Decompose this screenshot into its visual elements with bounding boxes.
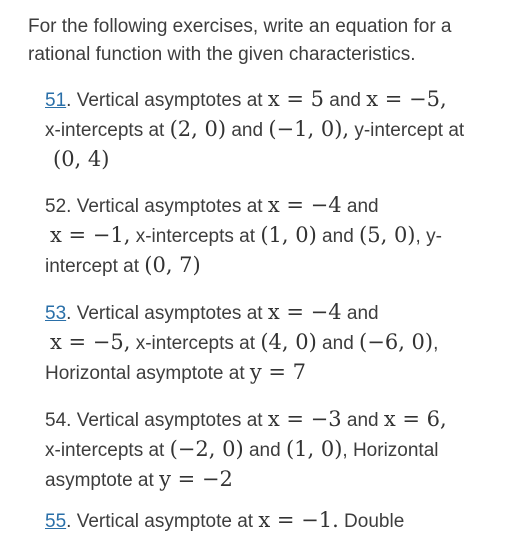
exercise-54-math-5: y = −2 bbox=[159, 467, 233, 491]
exercise-54-line-2 bbox=[45, 434, 507, 464]
exercise-53-text-3: x-intercepts at bbox=[130, 333, 261, 354]
exercise-53-math-2: x = −5, bbox=[50, 330, 131, 354]
exercise-52-math-2: x = −1, bbox=[50, 223, 131, 247]
exercise-52-math-3: (1, 0) bbox=[260, 223, 317, 247]
exercise-54-math-3: (−2, 0) bbox=[169, 437, 244, 461]
exercise-52-text-2: and bbox=[341, 196, 379, 217]
exercise-52-math-4: (5, 0) bbox=[359, 223, 416, 247]
exercise-51-line-1 bbox=[45, 84, 507, 114]
instructions-text: For the following exercises, write an equation for a rational function with the given characteristics. bbox=[28, 16, 452, 65]
exercise-51-line-3 bbox=[45, 144, 507, 174]
exercise-54-text-2: and bbox=[341, 410, 384, 431]
exercise-55-line-1 bbox=[45, 505, 507, 535]
exercise-52-text-3: x-intercepts at bbox=[130, 226, 261, 247]
exercise-51-line-2 bbox=[45, 114, 507, 144]
exercise-51-math-3: (2, 0) bbox=[169, 117, 227, 141]
exercise-52-text-4: and bbox=[316, 226, 360, 247]
exercise-52-text-5: , y- bbox=[415, 226, 442, 247]
exercise-51-text-4: and bbox=[226, 120, 269, 141]
exercise-54-math-2: x = 6, bbox=[383, 407, 447, 431]
exercise-53-math-1: x = −4 bbox=[267, 300, 342, 324]
exercise-53-text-1: . Vertical asymptotes at bbox=[66, 303, 268, 324]
exercise-51-text-1: . Vertical asymptotes at bbox=[66, 90, 268, 111]
exercise-53-math-5: y = 7 bbox=[249, 360, 307, 384]
exercise-53-math-4: (−6, 0) bbox=[359, 330, 434, 354]
exercise-55-math-1: x = −1. bbox=[258, 508, 339, 532]
exercise-54-line-1 bbox=[45, 404, 507, 434]
exercise-52-math-1: x = −4 bbox=[267, 193, 342, 217]
exercise-51-link[interactable]: 51 bbox=[45, 90, 67, 111]
exercise-53-math-3: (4, 0) bbox=[260, 330, 317, 354]
exercise-54-text-3: x-intercepts at bbox=[45, 440, 170, 461]
exercise-55 bbox=[45, 505, 507, 535]
exercise-54-math-4: (1, 0) bbox=[285, 437, 343, 461]
exercise-52-number: 52 bbox=[45, 196, 67, 217]
exercise-54-line-3 bbox=[45, 464, 507, 494]
exercise-52-line-3 bbox=[45, 250, 507, 280]
exercise-55-text-1: . Vertical asymptote at bbox=[66, 511, 259, 532]
exercise-53-line-1 bbox=[45, 297, 507, 327]
exercise-51 bbox=[45, 84, 507, 174]
exercise-53-line-3 bbox=[45, 357, 507, 387]
exercise-54-text-4: and bbox=[243, 440, 286, 461]
exercise-53-text-5: , bbox=[433, 333, 439, 354]
exercise-53 bbox=[45, 297, 507, 387]
exercise-53-link[interactable]: 53 bbox=[45, 303, 67, 324]
exercise-52-text-6: intercept at bbox=[45, 256, 145, 277]
exercise-52-math-5: (0, 7) bbox=[144, 253, 201, 277]
exercise-52-line-1 bbox=[45, 190, 507, 220]
exercise-53-text-2: and bbox=[341, 303, 379, 324]
exercise-54-text-1: . Vertical asymptotes at bbox=[66, 410, 268, 431]
exercise-51-text-5: y-intercept at bbox=[349, 120, 465, 141]
exercise-51-text-3: x-intercepts at bbox=[45, 120, 170, 141]
exercise-53-text-4: and bbox=[316, 333, 360, 354]
exercise-53-line-2 bbox=[45, 327, 507, 357]
exercise-54-math-1: x = −3 bbox=[267, 407, 342, 431]
exercise-54-text-6: asymptote at bbox=[45, 470, 160, 491]
exercise-54-number: 54 bbox=[45, 410, 67, 431]
exercise-52-line-2 bbox=[45, 220, 507, 250]
exercise-55-text-2: Double bbox=[338, 511, 405, 532]
exercise-51-math-5: (0, 4) bbox=[53, 147, 110, 171]
exercise-51-math-1: x = 5 bbox=[267, 87, 324, 111]
exercise-51-text-2: and bbox=[324, 90, 367, 111]
exercise-54-text-5: , Horizontal bbox=[342, 440, 439, 461]
exercise-52 bbox=[45, 190, 507, 280]
exercise-51-math-4: (−1, 0), bbox=[268, 117, 350, 141]
exercise-53-text-6: Horizontal asymptote at bbox=[45, 363, 250, 384]
exercise-54 bbox=[45, 404, 507, 494]
exercise-51-math-2: x = −5, bbox=[366, 87, 447, 111]
exercise-55-link[interactable]: 55 bbox=[45, 511, 67, 532]
exercise-52-text-1: . Vertical asymptotes at bbox=[66, 196, 268, 217]
